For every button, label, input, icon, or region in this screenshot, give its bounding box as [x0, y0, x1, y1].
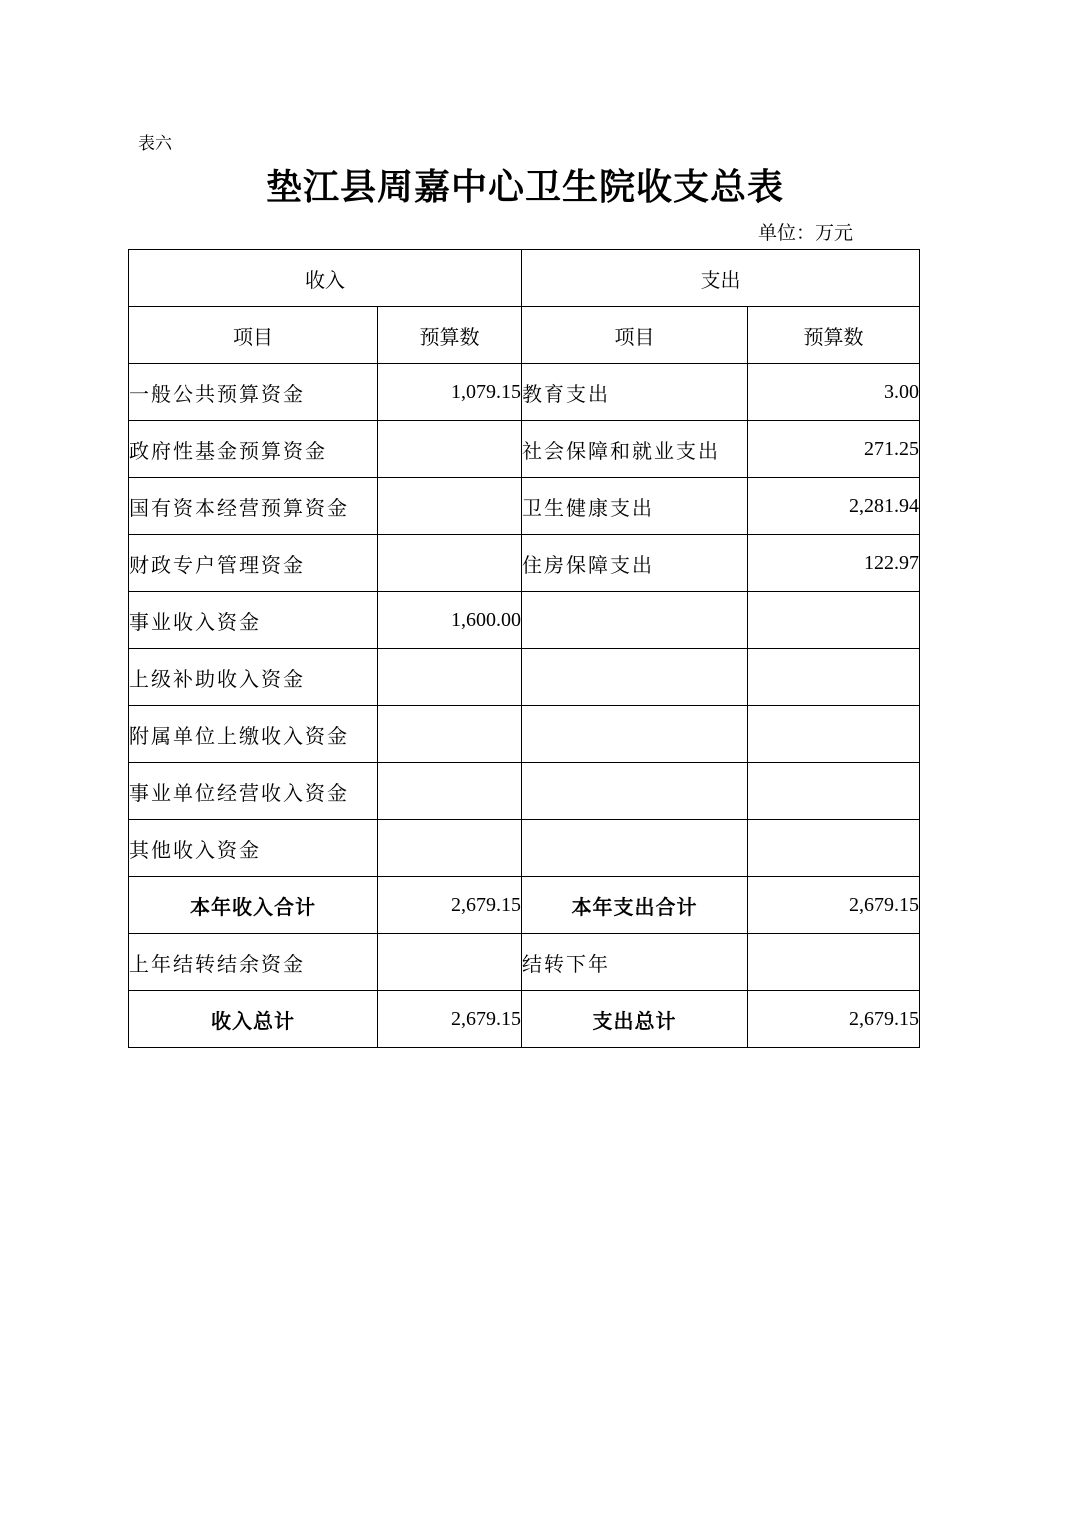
income-value — [378, 820, 522, 877]
expense-value: 3.00 — [748, 364, 920, 421]
expense-value: 2,281.94 — [748, 478, 920, 535]
year-income-total-value: 2,679.15 — [378, 877, 522, 934]
income-budget-header: 预算数 — [378, 307, 522, 364]
table-row — [129, 649, 920, 706]
carryover-row — [129, 934, 920, 991]
table-row — [129, 478, 920, 535]
income-value: 1,079.15 — [378, 364, 522, 421]
carryover-income-value — [378, 934, 522, 991]
expense-section-header: 支出 — [522, 250, 920, 307]
income-value — [378, 763, 522, 820]
income-section-header: 收入 — [129, 250, 522, 307]
income-item: 财政专户管理资金 — [129, 535, 378, 592]
grand-income-total-value: 2,679.15 — [378, 991, 522, 1048]
expense-value — [748, 592, 920, 649]
expense-item: 教育支出 — [522, 364, 748, 421]
grand-income-total-label: 收入总计 — [129, 991, 378, 1048]
unit-label: 单位：万元 — [758, 222, 854, 244]
year-income-total-label: 本年收入合计 — [129, 877, 378, 934]
income-item: 附属单位上缴收入资金 — [129, 706, 378, 763]
table-row — [129, 706, 920, 763]
expense-budget-header: 预算数 — [748, 307, 920, 364]
table-row — [129, 763, 920, 820]
income-item: 事业单位经营收入资金 — [129, 763, 378, 820]
year-expense-total-value: 2,679.15 — [748, 877, 920, 934]
expense-item: 卫生健康支出 — [522, 478, 748, 535]
expense-item: 社会保障和就业支出 — [522, 421, 748, 478]
income-value — [378, 421, 522, 478]
table-row — [129, 535, 920, 592]
income-item: 其他收入资金 — [129, 820, 378, 877]
income-value — [378, 535, 522, 592]
expense-item — [522, 592, 748, 649]
table-row — [129, 592, 920, 649]
expense-item — [522, 649, 748, 706]
income-value — [378, 649, 522, 706]
income-value: 1,600.00 — [378, 592, 522, 649]
expense-item-header: 项目 — [522, 307, 748, 364]
table-row — [129, 421, 920, 478]
document-label: 表六 — [138, 134, 172, 154]
year-expense-total-label: 本年支出合计 — [522, 877, 748, 934]
expense-value: 271.25 — [748, 421, 920, 478]
expense-item — [522, 820, 748, 877]
page-title: 垫江县周嘉中心卫生院收支总表 — [265, 166, 784, 208]
income-item: 事业收入资金 — [129, 592, 378, 649]
carryover-expense-value — [748, 934, 920, 991]
income-item: 一般公共预算资金 — [129, 364, 378, 421]
income-item-header: 项目 — [129, 307, 378, 364]
expense-value — [748, 763, 920, 820]
table-row — [129, 364, 920, 421]
expense-item: 住房保障支出 — [522, 535, 748, 592]
year-total-row — [129, 877, 920, 934]
income-expense-table — [128, 249, 920, 1048]
column-header-row — [129, 307, 920, 364]
expense-value — [748, 649, 920, 706]
expense-value: 122.97 — [748, 535, 920, 592]
income-value — [378, 478, 522, 535]
income-item: 上级补助收入资金 — [129, 649, 378, 706]
carryover-income-label: 上年结转结余资金 — [129, 934, 378, 991]
income-value — [378, 706, 522, 763]
carryover-expense-label: 结转下年 — [522, 934, 748, 991]
table-row — [129, 820, 920, 877]
income-item: 国有资本经营预算资金 — [129, 478, 378, 535]
grand-expense-total-label: 支出总计 — [522, 991, 748, 1048]
grand-expense-total-value: 2,679.15 — [748, 991, 920, 1048]
expense-item — [522, 706, 748, 763]
section-header-row — [129, 250, 920, 307]
expense-value — [748, 706, 920, 763]
expense-item — [522, 763, 748, 820]
expense-value — [748, 820, 920, 877]
grand-total-row — [129, 991, 920, 1048]
income-item: 政府性基金预算资金 — [129, 421, 378, 478]
